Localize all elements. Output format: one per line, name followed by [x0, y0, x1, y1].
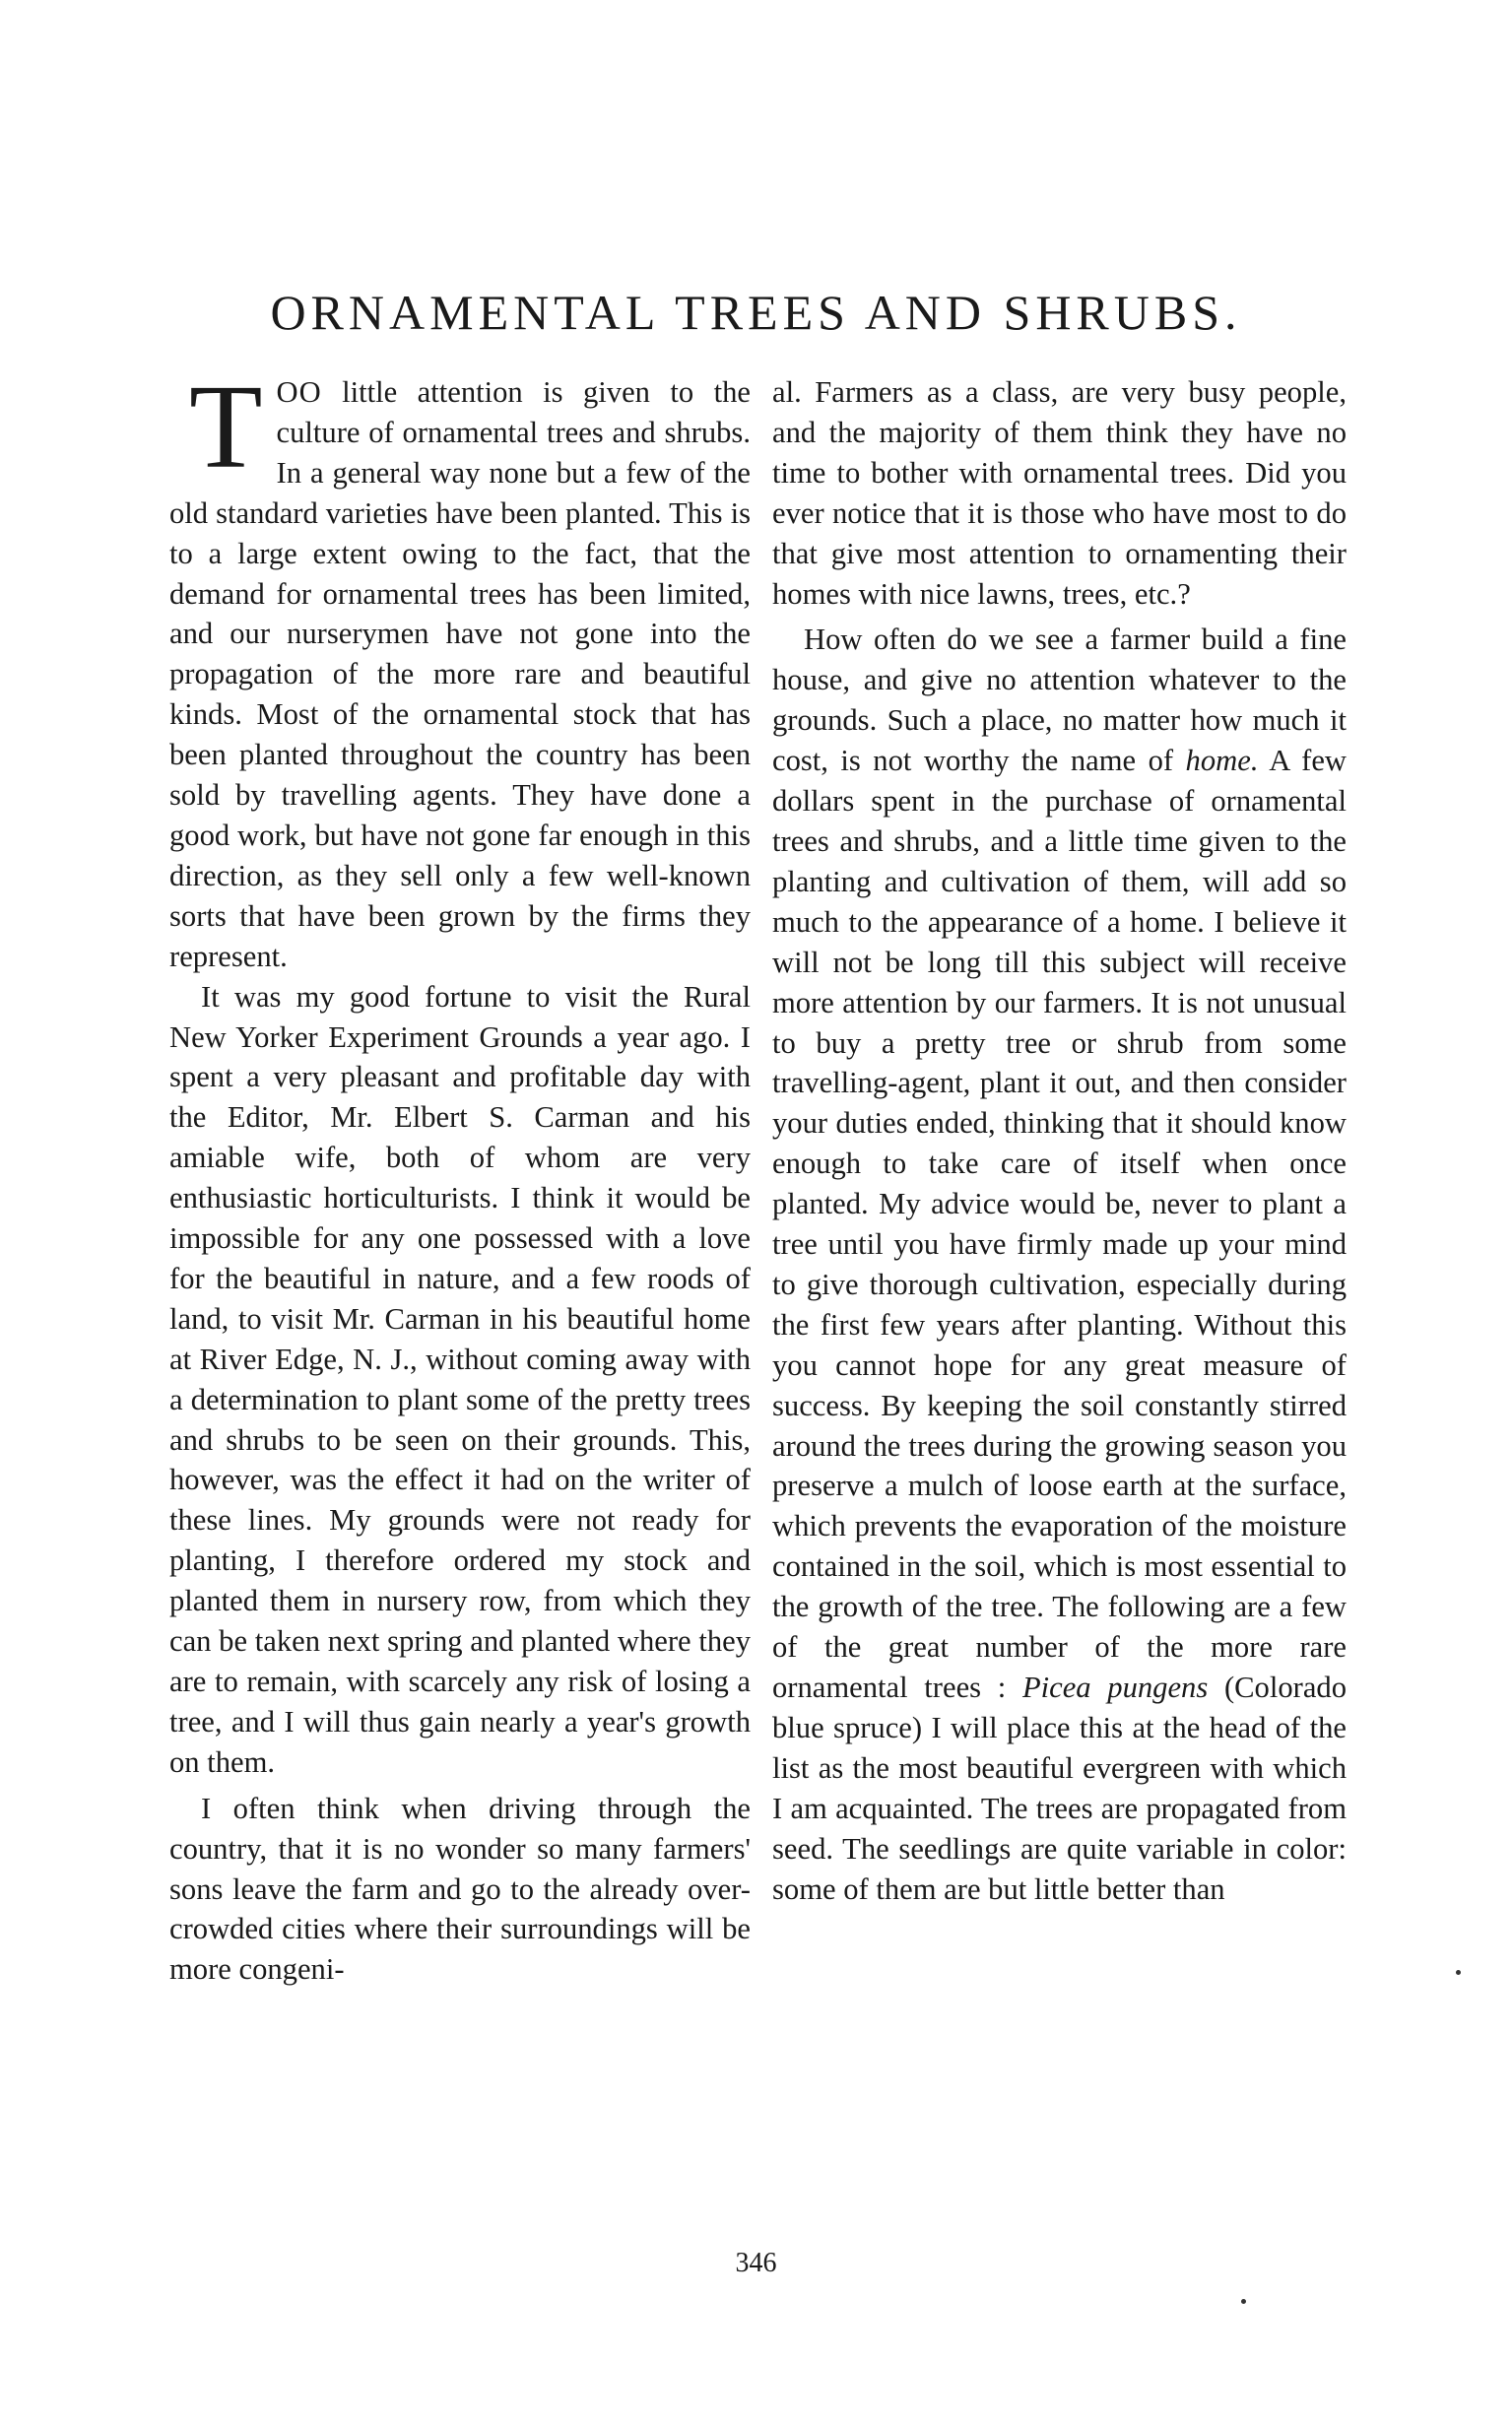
article-title: ORNAMENTAL TREES AND SHRUBS.	[270, 285, 1242, 340]
paragraph: al. Farmers as a class, are very busy people, and the majority of them think they have no time to bother with ornamental trees. Did you ever notice that it is those who have most to do that give most attention to ornamenting their homes with nice lawns, trees, etc.?	[772, 375, 1347, 611]
ink-speck	[1241, 2299, 1246, 2304]
paragraph-text: (Colorado blue spruce) I will place this at the head of the list as the most beautiful evergreen with which I am acquainted. The trees are propagated from seed. The seedlings are quite variable in color: some of them are but little better than	[772, 1671, 1347, 1906]
left-column	[169, 361, 751, 1990]
species-name: Picea pungens	[1021, 1671, 1209, 1704]
italic-word: home.	[1185, 744, 1259, 778]
right-column	[772, 372, 1347, 1909]
paragraph-text: little attention is given to the culture of ornamental trees and shrubs. In a general way none but a few of the old standard varieties have been planted. This is to a large extent owing to the fact, that the demand for ornamental trees has been limited, and our nurserymen have not gone into the propagation of the more rare and beautiful kinds. Most of the ornamental stock that has been planted throughout the country has been sold by travelling agents. They have done a good work, but have not gone far enough in this direction, as they sell only a few well-known sorts that have been grown by the firms they represent.	[169, 375, 751, 973]
lead-word-rest: OO	[276, 375, 322, 409]
paragraph: It was my good fortune to visit the Rural New Yorker Experiment Grounds a year ago. I spent a very pleasant and profitable day with the Editor, Mr. Elbert S. Carman and his amiable wife, both of whom are very enthusiastic horticulturists. I think it would be impossible for any one possessed with a love for the beautiful in nature, and a few roods of land, to visit Mr. Carman in his beautiful home at River Edge, N. J., without coming away with a determination to plant some of the pretty trees and shrubs to be seen on their grounds. This, however, was the effect it had on the writer of these lines. My grounds were not ready for planting, I therefore ordered my stock and planted them in nursery row, from which they can be taken next spring and planted where they are to remain, with scarcely any risk of losing a tree, and I will thus gain nearly a year's growth on them.	[169, 979, 751, 1779]
paragraph: I often think when driving through the country, that it is no wonder so many farmers' sons leave the farm and go to the already over-crowded cities where their surroundings will be more congeni-	[169, 1791, 751, 1987]
paragraph	[772, 620, 1347, 1909]
paragraph	[169, 361, 751, 977]
paragraph-text: How often do we see a farmer build a fine house, and give no attention whatever to the grounds. Such a place, no matter how much it cost, is not worthy the name of	[772, 623, 1347, 778]
page-number: 346	[735, 2248, 777, 2278]
paragraph-text: A few dollars spent in the purchase of ornamental trees and shrubs, and a little time given to the planting and cultivation of them, will add so much to the appearance of a home. I believe it will not be long till this subject will receive more attention by our farmers. It is not unusual to buy a pretty tree or shrub from some travelling-agent, plant it out, and then consider your duties ended, thinking that it should know enough to take care of itself when once planted. My advice would be, never to plant a tree until you have firmly made up your mind to give thorough cultivation, especially during the first few years after planting. Without this you cannot hope for any great measure of success. By keeping the soil constantly stirred around the trees during the growing season you preserve a mulch of loose earth at the surface, which prevents the evaporation of the moisture contained in the soil, which is most essential to the growth of the tree. The following are a few of the great number of the more rare ornamental trees :	[772, 744, 1348, 1704]
ink-speck	[1456, 1970, 1461, 1975]
drop-cap-letter: T	[189, 361, 263, 493]
